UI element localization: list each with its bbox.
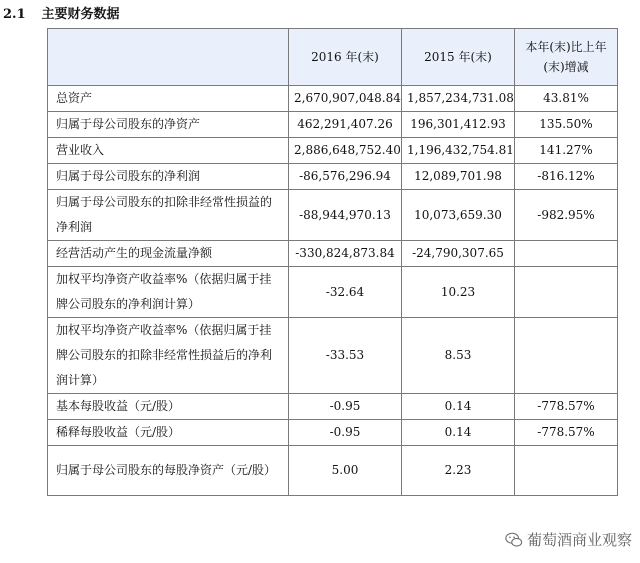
value-2016: 2,886,648,752.40	[289, 138, 402, 164]
value-change: -778.57%	[515, 420, 618, 446]
header-cell-change: 本年(末)比上年(末)增减	[515, 29, 618, 86]
value-change: -778.57%	[515, 394, 618, 420]
row-label: 归属于母公司股东的每股净资产（元/股）	[48, 446, 289, 496]
value-2015: -24,790,307.65	[402, 241, 515, 267]
value-2016: 5.00	[289, 446, 402, 496]
value-change: -982.95%	[515, 190, 618, 241]
row-label: 归属于母公司股东的净资产	[48, 112, 289, 138]
table-row	[48, 420, 618, 446]
watermark	[505, 529, 632, 550]
table-row	[48, 267, 618, 318]
row-label: 经营活动产生的现金流量净额	[48, 241, 289, 267]
value-change: 135.50%	[515, 112, 618, 138]
header-cell-label	[48, 29, 289, 86]
header-cell-2015: 2015 年(末)	[402, 29, 515, 86]
value-2015: 10.23	[402, 267, 515, 318]
value-2016: -88,944,970.13	[289, 190, 402, 241]
value-2016: -33.53	[289, 318, 402, 394]
value-2016: 462,291,407.26	[289, 112, 402, 138]
row-label: 归属于母公司股东的净利润	[48, 164, 289, 190]
value-2015: 12,089,701.98	[402, 164, 515, 190]
section-title: 主要财务数据	[41, 7, 120, 22]
financial-data-table	[47, 28, 618, 496]
value-2016: -0.95	[289, 394, 402, 420]
value-change	[515, 267, 618, 318]
value-change	[515, 446, 618, 496]
table-row	[48, 190, 618, 241]
value-2015: 0.14	[402, 394, 515, 420]
value-2016: -0.95	[289, 420, 402, 446]
section-heading	[3, 3, 120, 22]
table-row	[48, 241, 618, 267]
value-2015: 0.14	[402, 420, 515, 446]
table-row	[48, 164, 618, 190]
row-label: 加权平均净资产收益率%（依据归属于挂牌公司股东的净利润计算）	[48, 267, 289, 318]
value-2016: -86,576,296.94	[289, 164, 402, 190]
value-change	[515, 241, 618, 267]
value-2015: 1,196,432,754.81	[402, 138, 515, 164]
value-2016: -32.64	[289, 267, 402, 318]
value-2015: 8.53	[402, 318, 515, 394]
table-row	[48, 446, 618, 496]
wechat-icon	[505, 531, 523, 549]
row-label: 归属于母公司股东的扣除非经常性损益的净利润	[48, 190, 289, 241]
value-change: 141.27%	[515, 138, 618, 164]
value-2016: 2,670,907,048.84	[289, 86, 402, 112]
row-label: 营业收入	[48, 138, 289, 164]
row-label: 基本每股收益（元/股）	[48, 394, 289, 420]
table-row	[48, 318, 618, 394]
value-change: 43.81%	[515, 86, 618, 112]
table-row	[48, 138, 618, 164]
value-2015: 1,857,234,731.08	[402, 86, 515, 112]
watermark-text: 葡萄酒商业观察	[526, 531, 632, 549]
value-2015: 2.23	[402, 446, 515, 496]
row-label: 总资产	[48, 86, 289, 112]
header-cell-2016: 2016 年(末)	[289, 29, 402, 86]
table-row	[48, 394, 618, 420]
value-2015: 196,301,412.93	[402, 112, 515, 138]
value-change	[515, 318, 618, 394]
section-number: 2.1	[3, 7, 26, 22]
table-row	[48, 112, 618, 138]
value-2016: -330,824,873.84	[289, 241, 402, 267]
table-header-row	[48, 29, 618, 86]
table-row	[48, 86, 618, 112]
value-2015: 10,073,659.30	[402, 190, 515, 241]
value-change: -816.12%	[515, 164, 618, 190]
row-label: 加权平均净资产收益率%（依据归属于挂牌公司股东的扣除非经常性损益后的净利润计算）	[48, 318, 289, 394]
row-label: 稀释每股收益（元/股）	[48, 420, 289, 446]
